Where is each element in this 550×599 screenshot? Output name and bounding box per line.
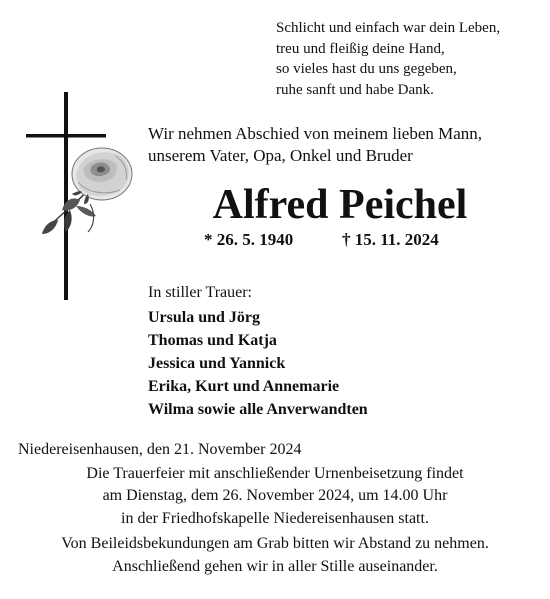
poem bbox=[276, 18, 546, 100]
mourner-name: Ursula und Jörg bbox=[148, 309, 261, 326]
info-line: Von Beileidsbekundungen am Grab bitten wir Abstand zu nehmen. bbox=[61, 535, 489, 553]
mourners-heading: In stiller Trauer: bbox=[148, 284, 252, 301]
birth-date: * 26. 5. 1940 bbox=[204, 230, 294, 249]
intro-line: Wir nehmen Abschied von meinem lieben Mann, bbox=[148, 124, 483, 143]
poem-line: ruhe sanft und habe Dank. bbox=[276, 81, 434, 98]
farewell-intro bbox=[148, 123, 482, 167]
mourner-name: Jessica und Yannick bbox=[148, 355, 286, 372]
info-line: Die Trauerfeier mit anschließender Urnenbeisetzung findet bbox=[86, 465, 464, 482]
mourners-list bbox=[148, 306, 368, 421]
poem-line: so vieles hast du uns gegeben, bbox=[276, 61, 457, 77]
mourner-name: Erika, Kurt und Annemarie bbox=[148, 378, 340, 395]
death-date: † 15. 11. 2024 bbox=[342, 230, 439, 249]
info-line: in der Friedhofskapelle Niedereisenhausen statt. bbox=[121, 509, 429, 527]
poem-line: treu und fleißig deine Hand, bbox=[276, 40, 445, 57]
deceased-name: Alfred Peichel bbox=[212, 182, 468, 228]
poem-line: Schlicht und einfach war dein Leben, bbox=[276, 20, 501, 36]
mourner-name: Thomas und Katja bbox=[148, 332, 277, 349]
intro-line: unserem Vater, Opa, Onkel und Bruder bbox=[148, 146, 413, 165]
funeral-info bbox=[0, 463, 550, 578]
info-line: am Dienstag, dem 26. November 2024, um 14.00 Uhr bbox=[102, 487, 448, 505]
mourner-name: Wilma sowie alle Anverwandten bbox=[148, 401, 368, 418]
place-and-date: Niedereisenhausen, den 21. November 2024 bbox=[18, 441, 302, 458]
info-line: Anschließend gehen wir in aller Stille auseinander. bbox=[112, 557, 438, 575]
